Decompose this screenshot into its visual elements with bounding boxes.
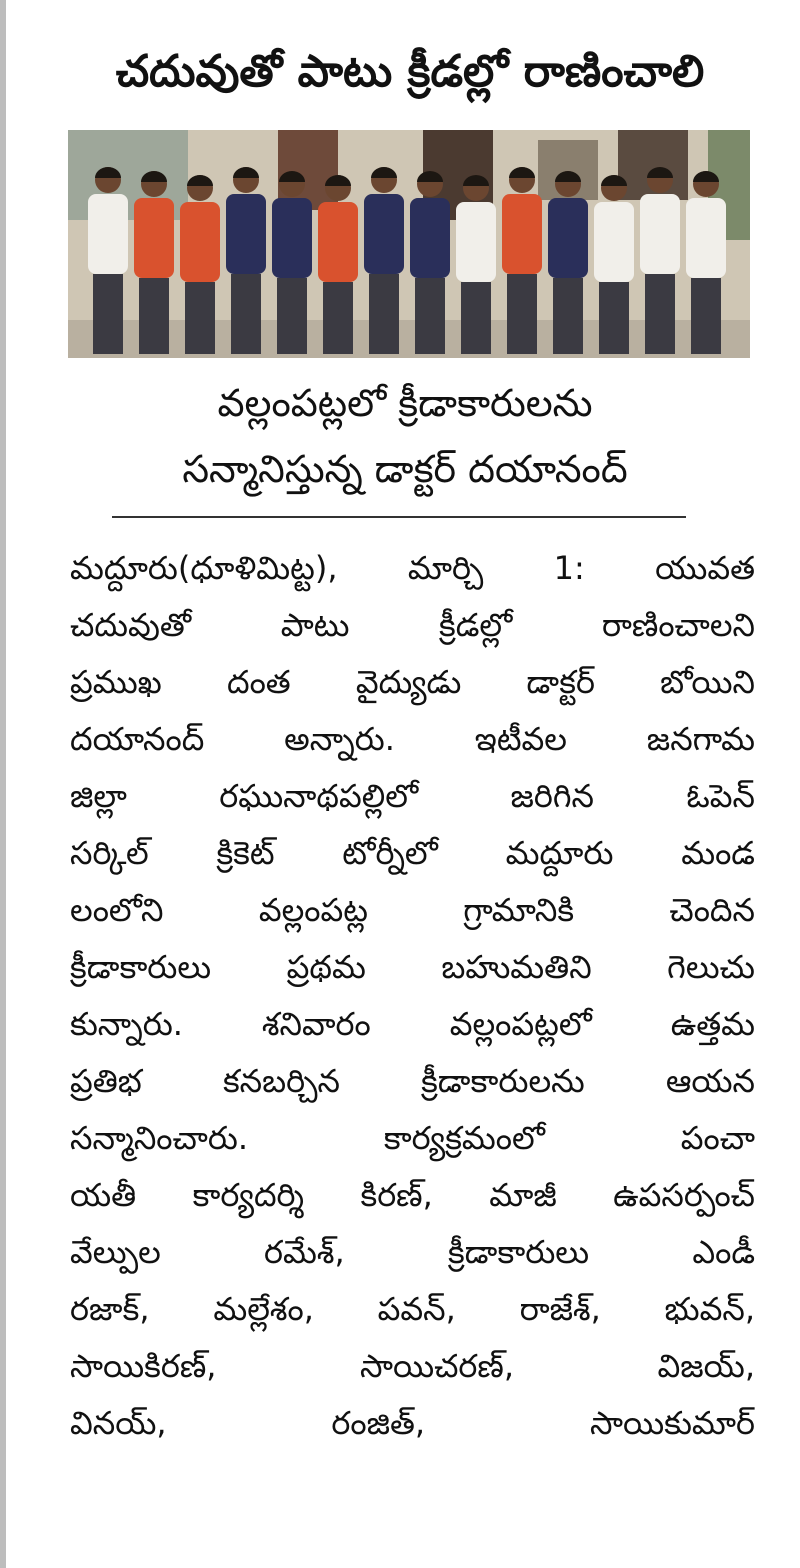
person-figure (686, 171, 726, 354)
body-line: ప్రతిభ కనబర్చిన క్రీడాకారులను ఆయన (70, 1062, 755, 1100)
body-line: జిల్లా రఘునాథపల్లిలో జరిగిన ఓపెన్ (70, 777, 755, 815)
article-photo (68, 130, 750, 358)
person-figure (364, 167, 404, 354)
photo-caption (60, 370, 750, 502)
person-figure (88, 167, 128, 354)
caption-line: సన్మానిస్తున్న డాక్టర్ దయానంద్ (182, 447, 628, 491)
caption-divider (112, 516, 686, 518)
body-line: వేల్పుల రమేశ్, క్రీడాకారులు ఎండీ (70, 1233, 755, 1271)
body-line: కున్నారు. శనివారం వల్లంపట్లలో ఉత్తమ (70, 1005, 755, 1043)
article-body (70, 540, 755, 1568)
person-figure (502, 167, 542, 354)
article-headline: చదువుతో పాటు క్రీడల్లో రాణించాలి (115, 46, 705, 97)
body-line: మద్దూరు(ధూళిమిట్ట), మార్చి 1: యువత (70, 549, 755, 587)
person-figure (226, 167, 266, 354)
body-line: సర్కిల్ క్రికెట్ టోర్నీలో మద్దూరు మండ (70, 834, 755, 872)
person-figure (134, 171, 174, 354)
person-figure (272, 171, 312, 354)
person-figure (410, 171, 450, 354)
caption-line: వల్లంపట్లలో క్రీడాకారులను (217, 381, 593, 425)
body-line: వినయ్, రంజిత్, సాయికుమార్ (70, 1404, 755, 1442)
body-line: యతీ కార్యదర్శి కిరణ్, మాజీ ఉపసర్పంచ్ (70, 1176, 755, 1214)
body-line: ప్రముఖ దంత వైద్యుడు డాక్టర్ బోయిని (70, 663, 755, 701)
body-line: సన్మానించారు. కార్యక్రమంలో పంచా (70, 1119, 755, 1157)
page-left-rule (0, 0, 6, 1568)
body-line: రజాక్, మల్లేశం, పవన్, రాజేశ్, భువన్, (70, 1290, 755, 1328)
body-line: క్రీడాకారులు ప్రథమ బహుమతిని గెలుచు (70, 948, 755, 986)
body-line: దయానంద్ అన్నారు. ఇటీవల జనగామ (70, 720, 755, 758)
person-figure (640, 167, 680, 354)
body-line: సాయికిరణ్, సాయిచరణ్, విజయ్, (70, 1347, 755, 1385)
body-line: చదువుతో పాటు క్రీడల్లో రాణించాలని (70, 606, 755, 644)
photo-players-honored-illustration (68, 130, 750, 358)
body-line: లంలోని వల్లంపట్ల గ్రామానికి చెందిన (70, 891, 755, 929)
person-figure (548, 171, 588, 354)
